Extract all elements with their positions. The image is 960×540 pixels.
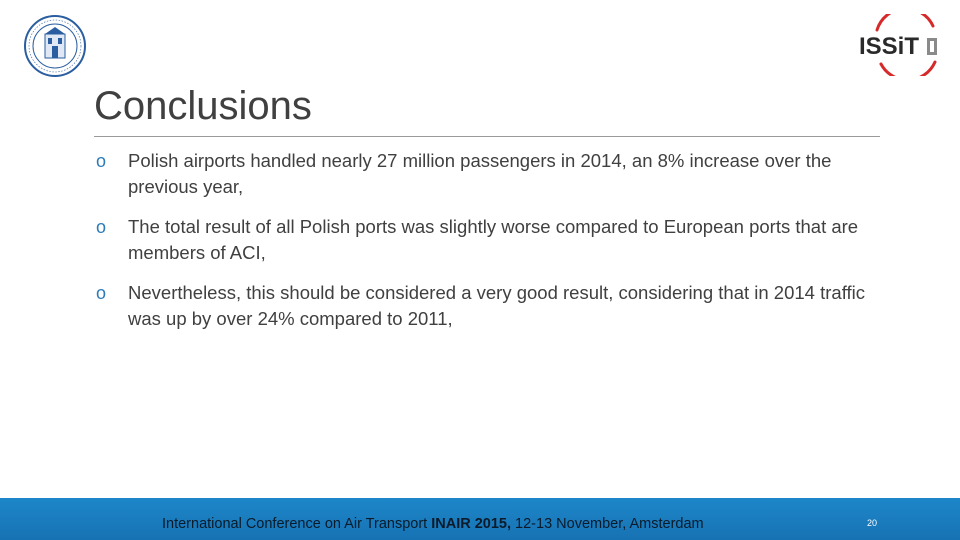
bullet-marker-icon: o [96, 283, 107, 303]
bullet-item [96, 148, 886, 200]
bullet-list [96, 148, 886, 346]
footer-conference-text [162, 514, 822, 534]
footer-conference-prefix: International Conference on Air Transport [162, 516, 432, 532]
bullet-text: The total result of all Polish ports was slightly worse compared to European ports that are members of ACI, [128, 216, 859, 263]
bullet-marker-icon: o [96, 217, 107, 237]
title-divider [94, 136, 880, 137]
issit-logo-text: ISSiT [859, 33, 920, 60]
bullet-text: Polish airports handled nearly 27 million passengers in 2014, an 8% increase over the previous year, [128, 150, 832, 197]
university-seal-icon [23, 14, 87, 78]
slide-title: Conclusions [94, 84, 312, 128]
bullet-item [96, 214, 886, 266]
footer-conference-name: INAIR 2015, [431, 516, 512, 532]
bullet-item [96, 280, 886, 332]
bullet-marker-icon: o [96, 151, 107, 171]
footer-conference-suffix: 12-13 November, Amsterdam [511, 516, 704, 532]
issit-logo [855, 14, 945, 76]
page-number: 20 [866, 518, 877, 528]
bullet-text: Nevertheless, this should be considered a very good result, considering that in 2014 traffic was up by over 24% compared to 2011, [128, 282, 866, 329]
